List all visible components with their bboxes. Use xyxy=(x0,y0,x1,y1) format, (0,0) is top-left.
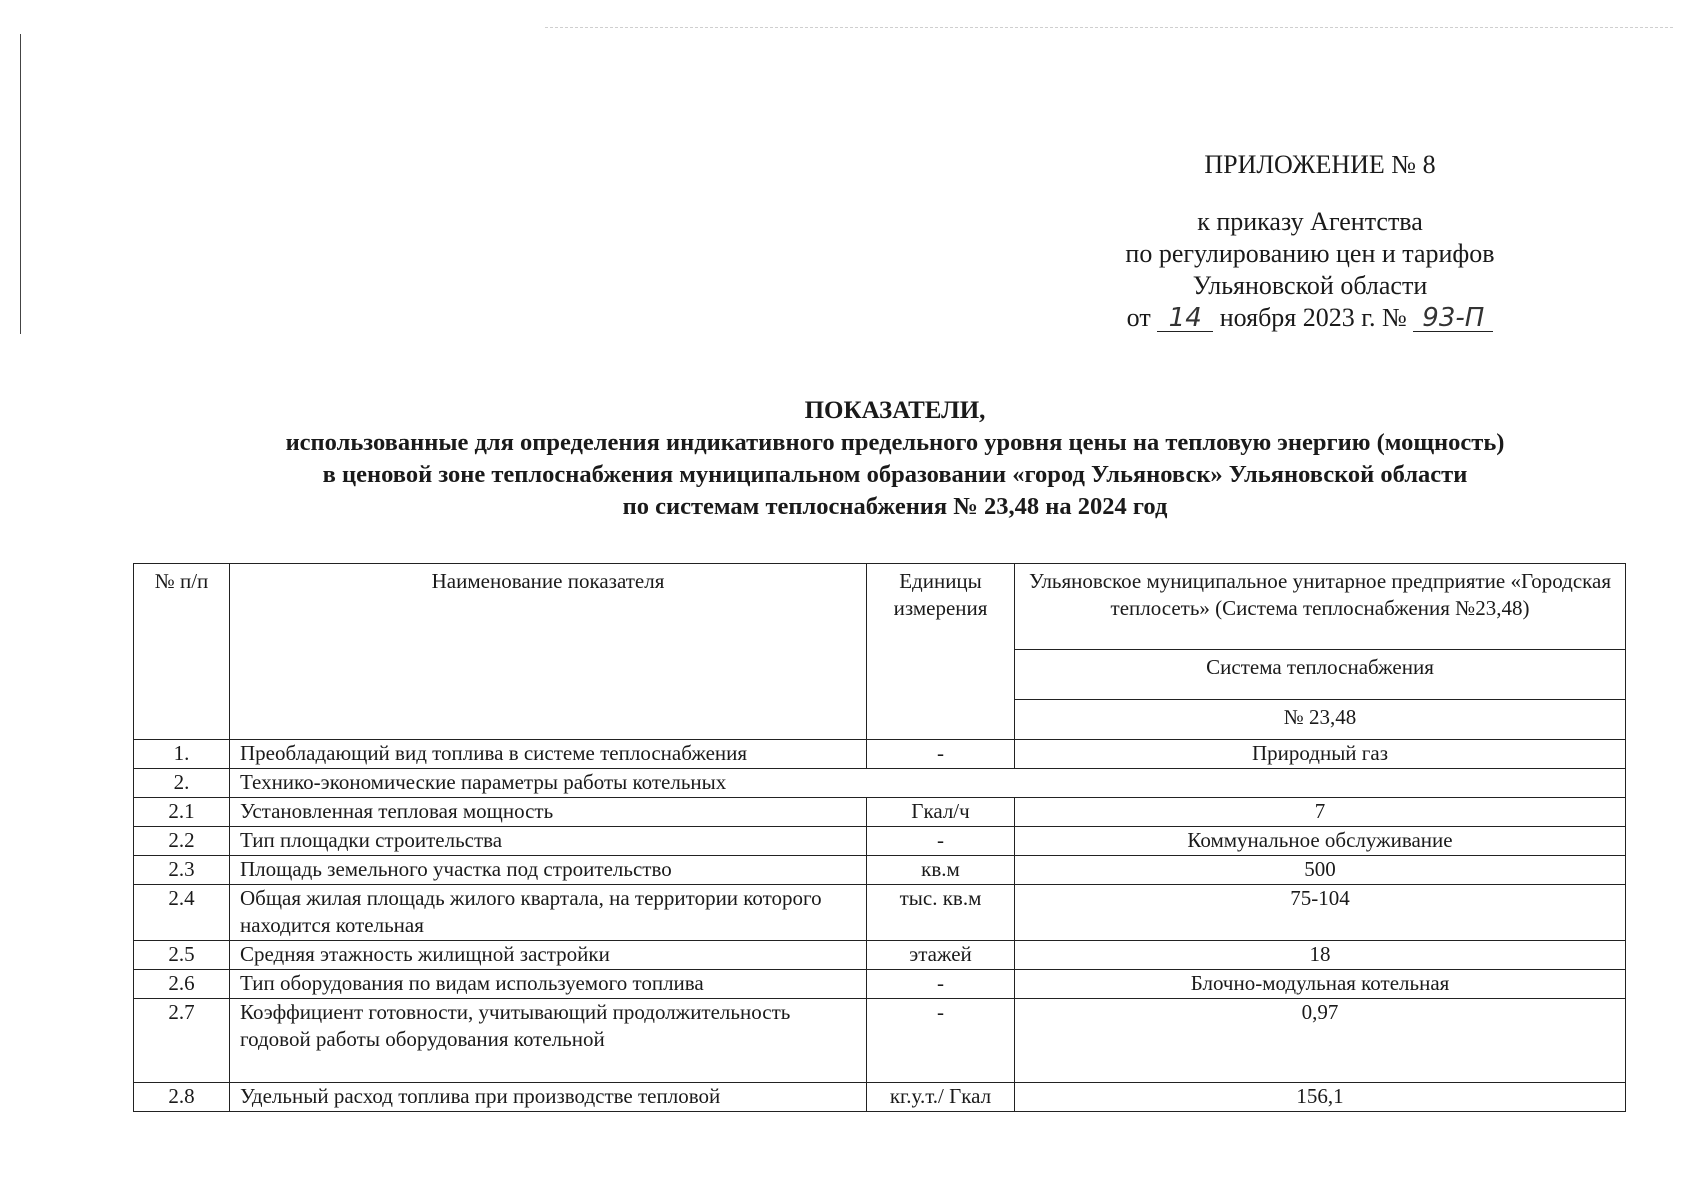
row-name: Площадь земельного участка под строительство xyxy=(230,856,867,885)
row-value: 7 xyxy=(1015,798,1626,827)
row-num: 2.8 xyxy=(134,1083,230,1112)
appendix-title: ПРИЛОЖЕНИЕ № 8 xyxy=(1204,150,1436,179)
appendix-line-3: Ульяновской области xyxy=(1192,271,1428,300)
row-name: Установленная тепловая мощность xyxy=(230,798,867,827)
scan-edge-line xyxy=(20,34,21,334)
row-value: 75-104 xyxy=(1015,885,1626,941)
row-num: 2.6 xyxy=(134,970,230,999)
order-prefix: от xyxy=(1126,303,1151,332)
row-unit: Гкал/ч xyxy=(867,798,1015,827)
table-row xyxy=(134,941,1626,970)
table-row xyxy=(134,798,1626,827)
row-name: Коэффициент готовности, учитывающий продолжительность годовой работы оборудования котельной xyxy=(230,999,867,1083)
row-num: 2. xyxy=(134,769,230,798)
row-name: Общая жилая площадь жилого квартала, на территории которого находится котельная xyxy=(230,885,867,941)
table-row xyxy=(134,856,1626,885)
header-name: Наименование показателя xyxy=(230,564,867,740)
table-row xyxy=(134,827,1626,856)
row-value: Коммунальное обслуживание xyxy=(1015,827,1626,856)
row-unit: - xyxy=(867,970,1015,999)
table-row xyxy=(134,970,1626,999)
row-name: Удельный расход топлива при производстве тепловой xyxy=(230,1083,867,1112)
row-name: Средняя этажность жилищной застройки xyxy=(230,941,867,970)
row-unit: этажей xyxy=(867,941,1015,970)
heading-line-1: использованные для определения индикативного предельного уровня цены на тепловую энергию (мощность) xyxy=(285,429,1505,456)
row-unit: кг.у.т./ Гкал xyxy=(867,1083,1015,1112)
row-value: Природный газ xyxy=(1015,740,1626,769)
row-num: 2.2 xyxy=(134,827,230,856)
header-unit: Единицы измерения xyxy=(867,564,1015,740)
row-num: 2.7 xyxy=(134,999,230,1083)
row-value: 156,1 xyxy=(1015,1083,1626,1112)
table-row xyxy=(134,769,1626,798)
header-system-number: № 23,48 xyxy=(1015,700,1626,740)
row-value: 500 xyxy=(1015,856,1626,885)
order-month-year: ноября 2023 г. № xyxy=(1219,303,1407,332)
header-num: № п/п xyxy=(134,564,230,740)
table-row xyxy=(134,885,1626,941)
header-organization: Ульяновское муниципальное унитарное предприятие «Городская теплосеть» (Система теплоснабжения №23,48) xyxy=(1015,564,1626,650)
row-name: Преобладающий вид топлива в системе теплоснабжения xyxy=(230,740,867,769)
row-value: 18 xyxy=(1015,941,1626,970)
appendix-line-1: к приказу Агентства xyxy=(1197,207,1423,236)
row-num: 2.5 xyxy=(134,941,230,970)
row-num: 2.4 xyxy=(134,885,230,941)
appendix-line-2: по регулированию цен и тарифов xyxy=(1125,239,1495,268)
row-num: 2.1 xyxy=(134,798,230,827)
header-system: Система теплоснабжения xyxy=(1015,650,1626,700)
row-unit: тыс. кв.м xyxy=(867,885,1015,941)
row-unit: - xyxy=(867,827,1015,856)
row-unit: - xyxy=(867,999,1015,1083)
order-number-handwritten: 93-П xyxy=(1413,305,1493,332)
row-section-name: Технико-экономические параметры работы котельных xyxy=(230,769,1626,798)
row-name: Тип площадки строительства xyxy=(230,827,867,856)
table-row xyxy=(134,999,1626,1083)
row-value: 0,97 xyxy=(1015,999,1626,1083)
document-heading xyxy=(130,395,1660,523)
row-unit: кв.м xyxy=(867,856,1015,885)
appendix-lines xyxy=(1075,206,1545,334)
table-row xyxy=(134,1083,1626,1112)
row-unit: - xyxy=(867,740,1015,769)
heading-title: ПОКАЗАТЕЛИ, xyxy=(804,397,986,424)
heading-line-3: по системам теплоснабжения № 23,48 на 2024 год xyxy=(622,493,1168,520)
heading-line-2: в ценовой зоне теплоснабжения муниципальном образовании «город Ульяновск» Ульяновской области xyxy=(322,461,1468,488)
row-value: Блочно-модульная котельная xyxy=(1015,970,1626,999)
row-num: 1. xyxy=(134,740,230,769)
table-row xyxy=(134,740,1626,769)
order-day-handwritten: 14 xyxy=(1157,305,1213,332)
row-name: Тип оборудования по видам используемого топлива xyxy=(230,970,867,999)
indicators-table xyxy=(133,563,1626,1112)
order-line xyxy=(1075,302,1545,334)
table-header-row xyxy=(134,564,1626,650)
row-num: 2.3 xyxy=(134,856,230,885)
scan-top-line xyxy=(545,27,1673,28)
